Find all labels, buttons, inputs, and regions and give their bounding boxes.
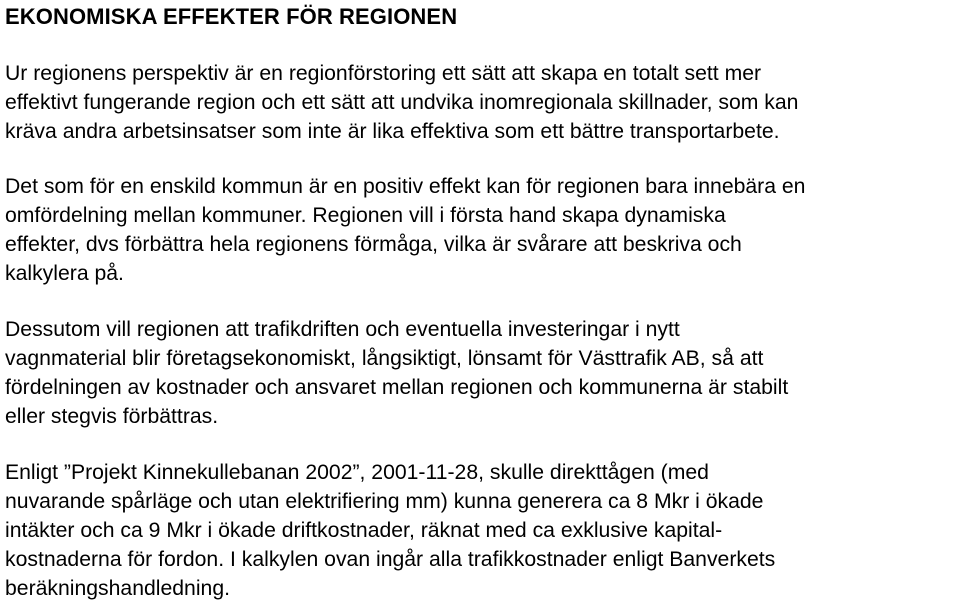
paragraph-regional-perspective (5, 59, 957, 146)
text-line: Det som för en enskild kommun är en positiv effekt kan för regionen bara innebära en (5, 175, 806, 198)
paragraph-vasttrafik-profitability (5, 315, 957, 431)
text-line: nuvarande spårläge och utan elektrifiering mm) kunna generera ca 8 Mkr i ökade (5, 490, 764, 513)
text-line: effektivt fungerande region och ett sätt att undvika inomregionala skillnader, som kan (5, 91, 799, 114)
text-line: vagnmaterial blir företagsekonomiskt, långsiktigt, lönsamt för Västtrafik AB, så att (5, 347, 764, 370)
text-line: Dessutom vill regionen att trafikdriften och eventuella investeringar i nytt (5, 318, 680, 341)
text-line: omfördelning mellan kommuner. Regionen vill i första hand skapa dynamiska (5, 204, 726, 227)
text-line: kalkylera på. (5, 262, 124, 285)
paragraph-kinnekullebanan-project (5, 458, 957, 603)
text-line: kostnaderna för fordon. I kalkylen ovan ingår alla trafikkostnader enligt Banverkets (5, 548, 776, 571)
text-line: Ur regionens perspektiv är en regionförstoring ett sätt att skapa en totalt sett mer (5, 62, 762, 85)
text-line: intäkter och ca 9 Mkr i ökade driftkostnader, räknat med ca exklusive kapital- (5, 519, 723, 542)
text-line: beräkningshandledning. (5, 577, 231, 600)
section-heading: EKONOMISKA EFFEKTER FÖR REGIONEN (5, 4, 458, 29)
paragraph-dynamic-effects (5, 172, 957, 288)
text-line: effekter, dvs förbättra hela regionens förmåga, vilka är svårare att beskriva och (5, 233, 742, 256)
text-line: kräva andra arbetsinsatser som inte är lika effektiva som ett bättre transportarbete. (5, 120, 780, 143)
text-line: fördelningen av kostnader och ansvaret mellan regionen och kommunerna är stabilt (5, 376, 789, 399)
document-page (5, 0, 957, 603)
text-line: eller stegvis förbättras. (5, 405, 219, 428)
text-line: Enligt ”Projekt Kinnekullebanan 2002”, 2001-11-28, skulle direkttågen (med (5, 461, 709, 484)
